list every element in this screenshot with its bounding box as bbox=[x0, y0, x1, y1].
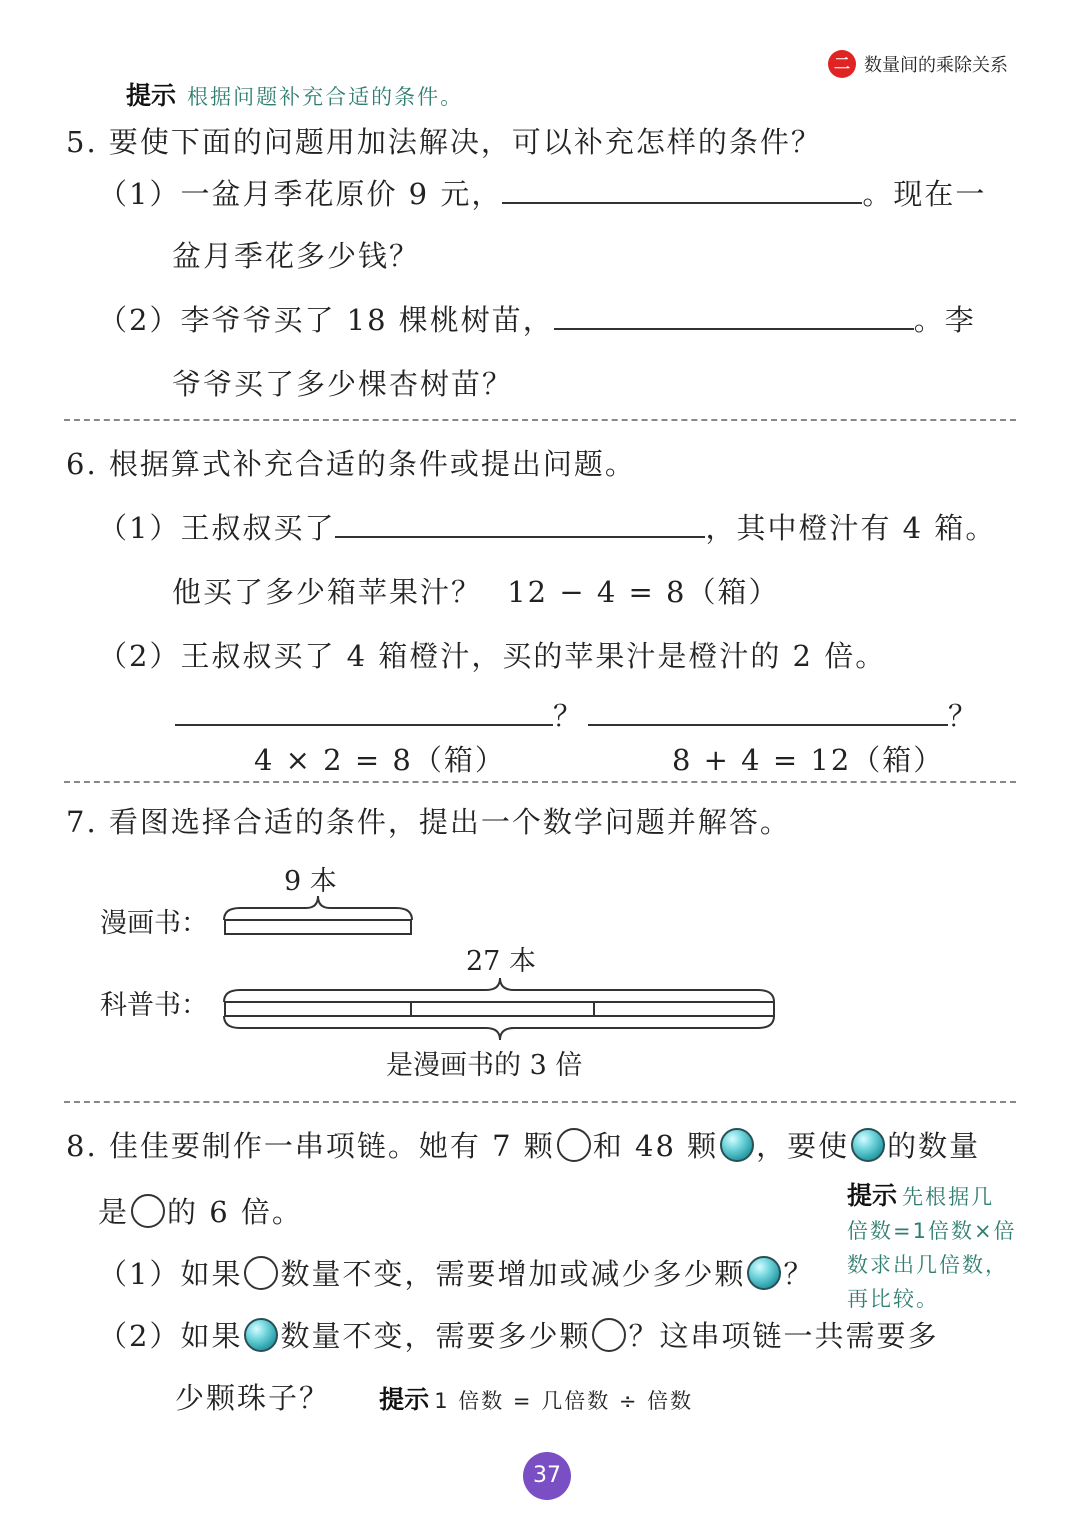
q6-p1-blank[interactable] bbox=[335, 512, 705, 538]
q6-p1-text-b: ，其中橙汁有 4 箱。 bbox=[705, 511, 997, 545]
q6-p1-formula: 12 − 4 = 8（箱） bbox=[507, 575, 780, 609]
hint-line: 倍数=1倍数×倍 bbox=[847, 1219, 1017, 1243]
science-value: 27 本 bbox=[466, 946, 536, 977]
science-label: 科普书： bbox=[100, 990, 208, 1021]
divider-1 bbox=[64, 419, 1016, 421]
q8-p2-text-d: 少颗珠子？ bbox=[175, 1381, 331, 1415]
q8-text-1a: 8. 佳佳要制作一串项链。她有 7 颗 bbox=[66, 1129, 555, 1163]
q5-p1-text-a: 一盆月季花原价 9 元， bbox=[180, 177, 503, 211]
q8-p2-text-c: ？这串项链一共需要多 bbox=[628, 1319, 939, 1353]
hint-label: 提示 bbox=[126, 81, 177, 110]
q8-text-1c: ，要使 bbox=[756, 1129, 850, 1163]
q7-title: 7. 看图选择合适的条件，提出一个数学问题并解答。 bbox=[66, 805, 791, 839]
q5-p2-text-b: 。李 bbox=[913, 303, 976, 337]
q6-question-blank-1 bbox=[175, 694, 584, 735]
q8-line1 bbox=[66, 1124, 980, 1165]
q8-text-2b: 的 6 倍。 bbox=[167, 1195, 303, 1229]
q5-p1-number: （1） bbox=[98, 177, 181, 211]
comic-label: 漫画书： bbox=[100, 908, 208, 939]
q8-text-1b: 和 48 颗 bbox=[592, 1129, 719, 1163]
q6-formula-2: 8 + 4 = 12（箱） bbox=[672, 743, 945, 777]
white-bead-icon bbox=[592, 1318, 626, 1352]
hint-label: 提示 bbox=[847, 1181, 898, 1210]
teal-bead-icon bbox=[851, 1128, 885, 1162]
q6-qmark-2: ？ bbox=[948, 699, 980, 733]
section-header bbox=[828, 50, 1008, 78]
hint-text: 根据问题补充合适的条件。 bbox=[187, 85, 464, 109]
q6-p2-text-a: 王叔叔买了 4 箱橙汁，买的苹果汁是橙汁的 2 倍。 bbox=[180, 639, 887, 673]
top-hint bbox=[126, 76, 463, 112]
q8-part2 bbox=[98, 1314, 939, 1355]
q6-part2-line1 bbox=[98, 634, 886, 675]
hint-line: 数求出几倍数， bbox=[847, 1253, 1008, 1277]
q5-p2-text-a: 李爷爷买了 18 棵桃树苗， bbox=[180, 303, 554, 337]
q5-p1-text-c: 盆月季花多少钱？ bbox=[172, 239, 421, 273]
q8-p1-text-b: 数量不变，需要增加或减少多少颗 bbox=[280, 1257, 746, 1291]
q8-p1-text-c: ？ bbox=[783, 1257, 815, 1291]
q6-title: 6. 根据算式补充合适的条件或提出问题。 bbox=[66, 447, 636, 481]
white-bead-icon bbox=[131, 1194, 165, 1228]
science-brace-bottom bbox=[224, 1016, 774, 1040]
hint-text: 1 倍数 = 几倍数 ÷ 倍数 bbox=[434, 1389, 694, 1413]
teal-bead-icon bbox=[747, 1256, 781, 1290]
q5-p2-text-c: 爷爷买了多少棵杏树苗？ bbox=[172, 367, 514, 401]
teal-bead-icon bbox=[720, 1128, 754, 1162]
q5-p1-blank[interactable] bbox=[502, 178, 862, 204]
q5-part2-line1 bbox=[98, 298, 976, 339]
q6-question-blank-2 bbox=[588, 694, 979, 735]
q8-p2-text-b: 数量不变，需要多少颗 bbox=[280, 1319, 591, 1353]
white-bead-icon bbox=[244, 1256, 278, 1290]
q8-p2-text-a: 如果 bbox=[180, 1319, 243, 1353]
q5-p2-number: （2） bbox=[98, 303, 181, 337]
teal-bead-icon bbox=[244, 1318, 278, 1352]
q5-title: 5. 要使下面的问题用加法解决，可以补充怎样的条件？ bbox=[66, 125, 822, 159]
q8-hint-1 bbox=[847, 1180, 1017, 1317]
page-number: 37 bbox=[523, 1452, 571, 1500]
section-badge: 二 bbox=[828, 50, 856, 78]
q8-p1-number: （1） bbox=[98, 1257, 181, 1291]
q6-p1-number: （1） bbox=[98, 511, 181, 545]
q5-p1-text-b: 。现在一 bbox=[862, 177, 987, 211]
q6-formula-1: 4 × 2 = 8（箱） bbox=[254, 743, 506, 777]
q8-p2-number: （2） bbox=[98, 1319, 181, 1353]
hint-line: 再比较。 bbox=[847, 1287, 939, 1311]
comic-bar bbox=[225, 920, 411, 934]
q6-qmark-1: ？ bbox=[553, 699, 585, 733]
hint-label: 提示 bbox=[379, 1385, 430, 1414]
white-bead-icon bbox=[557, 1128, 591, 1162]
section-title: 数量间的乘除关系 bbox=[864, 55, 1008, 76]
q6-part1-line1 bbox=[98, 506, 996, 547]
q6-p2-number: （2） bbox=[98, 639, 181, 673]
comic-value: 9 本 bbox=[284, 866, 337, 897]
q8-part2-line2 bbox=[175, 1376, 693, 1417]
science-brace-top bbox=[224, 978, 774, 1002]
q7-bar-diagram bbox=[0, 850, 1080, 1090]
divider-2 bbox=[64, 781, 1016, 783]
q5-part1-line1 bbox=[98, 172, 986, 213]
q8-part1 bbox=[98, 1252, 815, 1293]
q8-line2 bbox=[98, 1190, 303, 1231]
q8-text-2a: 是 bbox=[98, 1195, 130, 1229]
divider-3 bbox=[64, 1101, 1016, 1103]
q6-p1-text-c: 他买了多少箱苹果汁？ bbox=[172, 575, 483, 609]
q6-part1-line2 bbox=[172, 570, 780, 611]
science-bar bbox=[225, 1002, 774, 1016]
times-label: 是漫画书的 3 倍 bbox=[386, 1050, 583, 1081]
hint-line: 先根据几 bbox=[902, 1185, 995, 1209]
q5-p2-blank[interactable] bbox=[554, 304, 914, 330]
q8-p1-text-a: 如果 bbox=[180, 1257, 243, 1291]
comic-brace bbox=[224, 896, 412, 920]
q6-p1-text-a: 王叔叔买了 bbox=[180, 511, 336, 545]
q6-blank-3[interactable] bbox=[588, 700, 948, 726]
q6-blank-2[interactable] bbox=[175, 700, 553, 726]
q8-text-1d: 的数量 bbox=[887, 1129, 981, 1163]
